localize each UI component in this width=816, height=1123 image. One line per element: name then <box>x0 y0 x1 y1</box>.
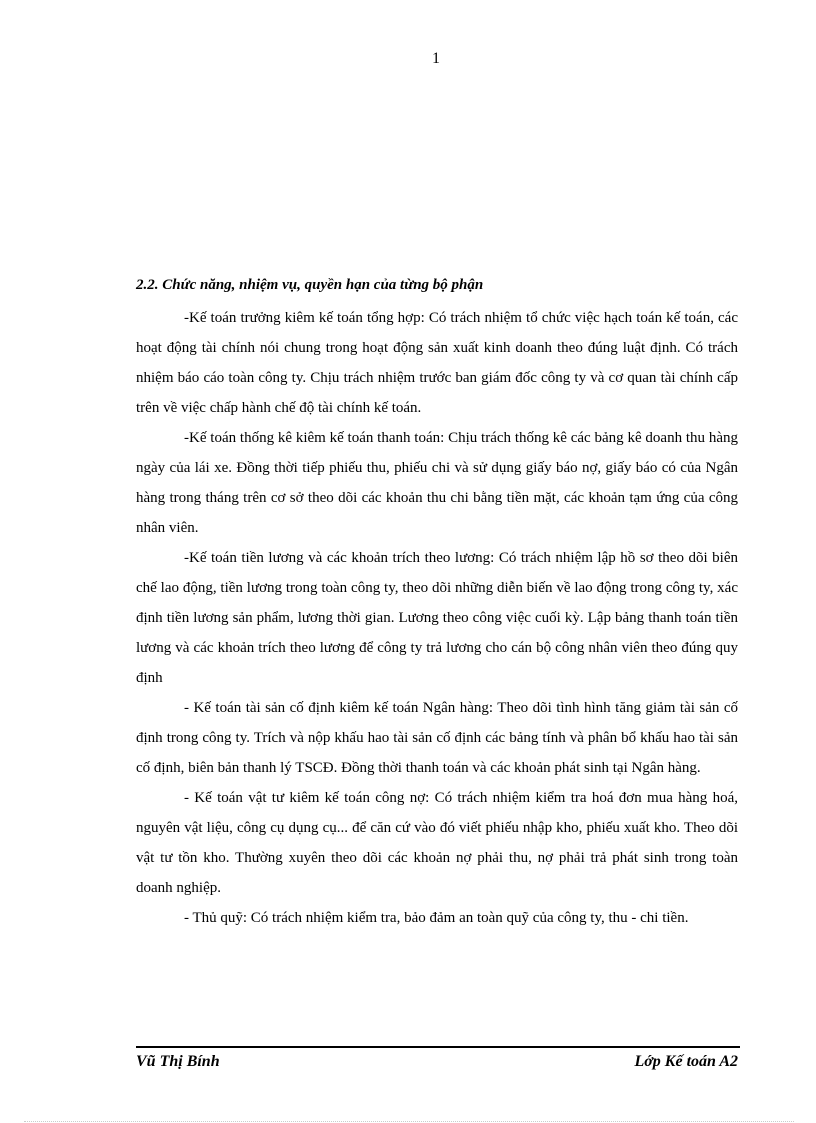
footer-divider <box>136 1046 740 1048</box>
page-number: 1 <box>432 50 440 67</box>
paragraph-statistics-accountant: -Kế toán thống kê kiêm kế toán thanh toán: Chịu trách thống kê các bảng kê doanh thu hàng ngày của lái xe. Đồng thời tiếp phiếu thu, phiếu chi và sử dụng giấy báo nợ, giấy báo có của Ngân hàng trong tháng trên cơ sở theo dõi các khoản thu chi bằng tiền mặt, các khoản tạm ứng của công nhân viên. <box>136 430 738 536</box>
section-heading: 2.2. Chức năng, nhiệm vụ, quyền hạn của từng bộ phận <box>136 277 484 293</box>
page-bottom-border <box>24 1121 794 1122</box>
paragraph-payroll-accountant: -Kế toán tiền lương và các khoản trích theo lương: Có trách nhiệm lập hồ sơ theo dõi biên chế lao động, tiền lương trong toàn công ty, theo dõi những diễn biến về lao động trong công ty, xác định tiền lương sản phẩm, lương thời gian. Lương theo công việc cuối kỳ. Lập bảng thanh toán tiền lương và các khoản trích theo lương để công ty trả lương cho cán bộ công nhân viên theo đúng quy định <box>136 550 738 686</box>
document-body <box>136 273 738 933</box>
paragraph-chief-accountant: -Kế toán trưởng kiêm kế toán tổng hợp: Có trách nhiệm tổ chức việc hạch toán kế toán, các hoạt động tài chính nói chung trong hoạt động sản xuất kinh doanh theo đúng luật định. Có trách nhiệm báo cáo toàn công ty. Chịu trách nhiệm trước ban giám đốc công ty và cơ quan tài chính cấp trên về việc chấp hành chế độ tài chính kế toán. <box>136 310 738 416</box>
paragraph-materials-accountant: - Kế toán vật tư kiêm kế toán công nợ: Có trách nhiệm kiểm tra hoá đơn mua hàng hoá, nguyên vật liệu, công cụ dụng cụ... để căn cứ vào đó viết phiếu nhập kho, phiếu xuất kho. Theo dõi vật tư tồn kho. Thường xuyên theo dõi các khoản nợ phải thu, nợ phải trả phát sinh trong toàn doanh nghiệp. <box>136 790 738 896</box>
footer-class: Lớp Kế toán A2 <box>634 1053 738 1070</box>
footer-author: Vũ Thị Bính <box>136 1053 220 1070</box>
paragraph-fixed-assets-accountant: - Kế toán tài sản cố định kiêm kế toán Ngân hàng: Theo dõi tình hình tăng giảm tài sản cố định trong công ty. Trích và nộp khấu hao tài sản cố định các bảng tính và phân bổ khấu hao tài sản cố định, biên bản thanh lý TSCĐ. Đồng thời thanh toán và các khoản phát sinh tại Ngân hàng. <box>136 700 738 776</box>
paragraph-treasurer: - Thủ quỹ: Có trách nhiệm kiểm tra, bảo đảm an toàn quỹ của công ty, thu - chi tiền. <box>184 910 689 926</box>
